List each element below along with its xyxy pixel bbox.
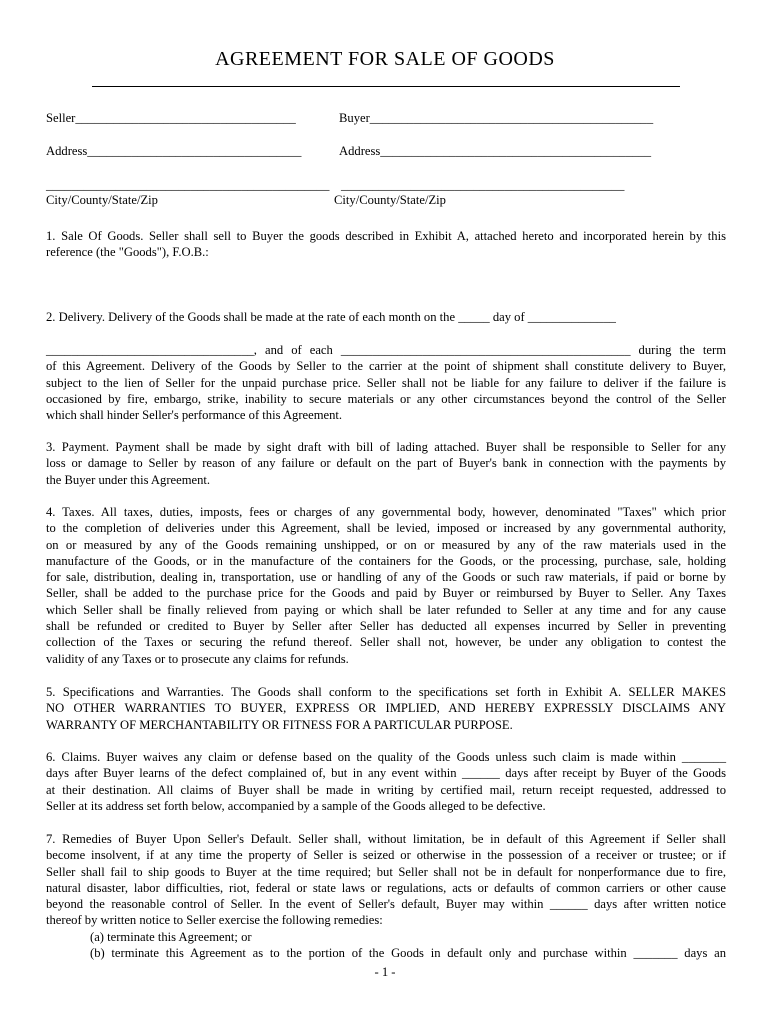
section-remedies [46,831,726,929]
paragraph-line: WARRANTY OF MERCHANTABILITY OR FITNESS FOR A PARTICULAR PURPOSE. [46,717,513,732]
section-taxes [46,504,726,667]
paragraph-line: 3. Payment. Payment shall be made by sight draft with bill of lading attached. Buyer shall be responsible to Seller for any [46,440,726,454]
paragraph-line: natural disaster, labor difficulties, riot, federal or state laws or regulations, acts or defaults of common carriers or other cause [46,880,726,895]
paragraph-line: 7. Remedies of Buyer Upon Seller's Default. Seller shall, without limitation, be in default of this Agreement if Seller shall [46,832,726,846]
paragraph-line: 6. Claims. Buyer waives any claim or defense based on the quality of the Goods unless such claim is made within _______ [46,750,726,764]
paragraph-line: Seller, shall be added to the purchase price for the Goods and paid by Buyer or reimbursed by Buyer to Seller. Any Taxes [46,586,726,601]
section-claims [46,749,726,814]
paragraph-line: for sale, distribution, dealing in, transportation, use or handling of any of the Goods or such raw materials, if paid or borne by [46,570,726,585]
paragraph-line: at their destination. All claims of Buyer shall be made in writing by certified mail, return receipt requested, addressed to [46,782,726,797]
paragraph-line: 1. Sale Of Goods. Seller shall sell to Buyer the goods described in Exhibit A, attached hereto and incorporated herein by this [46,229,726,243]
paragraph-line: thereof by written notice to Seller exercise the following remedies: [46,913,383,928]
paragraph-line: on or measured by any of the Goods remaining unshipped, or on or measured by any of the raw materials used in the [46,537,726,552]
seller-address-field: Address__________________________________ [46,144,302,158]
section-specifications-warranties [46,684,726,733]
paragraph-line: _________________________________, and of each ______________________________________________ during the term [46,343,726,357]
section-sale-of-goods [46,228,726,261]
title-underline [92,86,680,87]
paragraph-line: reference (the "Goods"), F.O.B.: [46,245,209,260]
section-delivery [46,342,726,423]
document-title: AGREEMENT FOR SALE OF GOODS [215,48,555,70]
paragraph-line: Seller at its address set forth below, accompanied by a sample of the Goods alleged to be defective. [46,798,546,813]
seller-city-label: City/County/State/Zip [46,193,158,207]
paragraph-line: validity of any Taxes or to prosecute any claims for refunds. [46,651,349,666]
page-number: - 1 - [374,965,396,979]
paragraph-line: to the completion of deliveries under this Agreement, shall be levied, imposed or increased by any governmental authority, [46,521,726,536]
paragraph-line: 5. Specifications and Warranties. The Goods shall conform to the specifications set forth in Exhibit A. SELLER MAKES [46,685,726,699]
paragraph-line: 4. Taxes. All taxes, duties, imposts, fees or charges of any governmental body, however, denominated "Taxes" which prior [46,505,726,519]
seller-field: Seller___________________________________ [46,111,296,125]
buyer-field: Buyer_____________________________________________ [339,111,654,125]
seller-city-blank: _____________________________________________ [46,178,330,192]
buyer-city-label: City/County/State/Zip [334,193,446,207]
paragraph-line: (b) terminate this Agreement as to the portion of the Goods in default only and purchase within _______ days an [90,946,726,960]
paragraph-line: occasioned by fire, embargo, strike, inability to secure materials or any other circumstances beyond the control of the Seller [46,391,726,406]
paragraph-line: which shall hinder Seller's performance of this Agreement. [46,408,343,423]
paragraph-line: collection of the Taxes or securing the refund thereof. Seller shall not, however, be under any obligation to contest the [46,635,726,650]
paragraph-line: shall be refunded or credited to Buyer by Seller after Seller has deducted all expenses incurred by Seller in preventing [46,619,726,634]
remedy-option-b [90,945,726,961]
paragraph-line: the Buyer under this Agreement. [46,472,211,487]
paragraph-line: 2. Delivery. Delivery of the Goods shall be made at the rate of each month on the _____ day of ______________ [46,310,616,324]
paragraph-line: of this Agreement. Delivery of the Goods by Seller to the carrier at the point of shipment shall constitute delivery to Buyer, [46,359,726,374]
paragraph-line: days after Buyer learns of the defect complained of, but in any event within ______ days after receipt by Buyer of the Goods [46,766,726,781]
paragraph-line: beyond the reasonable control of Seller. In the event of Seller's default, Buyer may within ______ days after written notice [46,897,726,912]
buyer-city-blank: _____________________________________________ [341,178,625,192]
buyer-address-field: Address___________________________________________ [339,144,652,158]
section-delivery-intro [46,309,726,325]
paragraph-line: NO OTHER WARRANTIES TO BUYER, EXPRESS OR IMPLIED, AND HEREBY EXPRESSLY DISCLAIMS ANY [46,701,726,716]
paragraph-line: which Seller shall be finally relieved from paying or which shall be later refunded to Seller at any time and for any cause [46,602,726,617]
paragraph-line: become insolvent, if at any time the property of Seller is seized or otherwise in the possession of a receiver or trustee; or if [46,848,726,863]
remedy-option-a: (a) terminate this Agreement; or [90,930,252,944]
paragraph-line: manufacture of the Goods, or in the manufacture of the containers for the Goods, or the processing, purchase, sale, holding [46,553,726,568]
paragraph-line: subject to the lien of Seller for the unpaid purchase price. Seller shall not be liable for any failure to deliver if the failure is [46,375,726,390]
section-payment [46,439,726,488]
paragraph-line: loss or damage to Seller by reason of any failure or default on the part of Buyer's bank in connection with the payments by [46,456,726,471]
paragraph-line: Seller shall fail to ship goods to Buyer at the time required; but Seller shall not be in default for nonperformance due to fire, [46,864,726,879]
